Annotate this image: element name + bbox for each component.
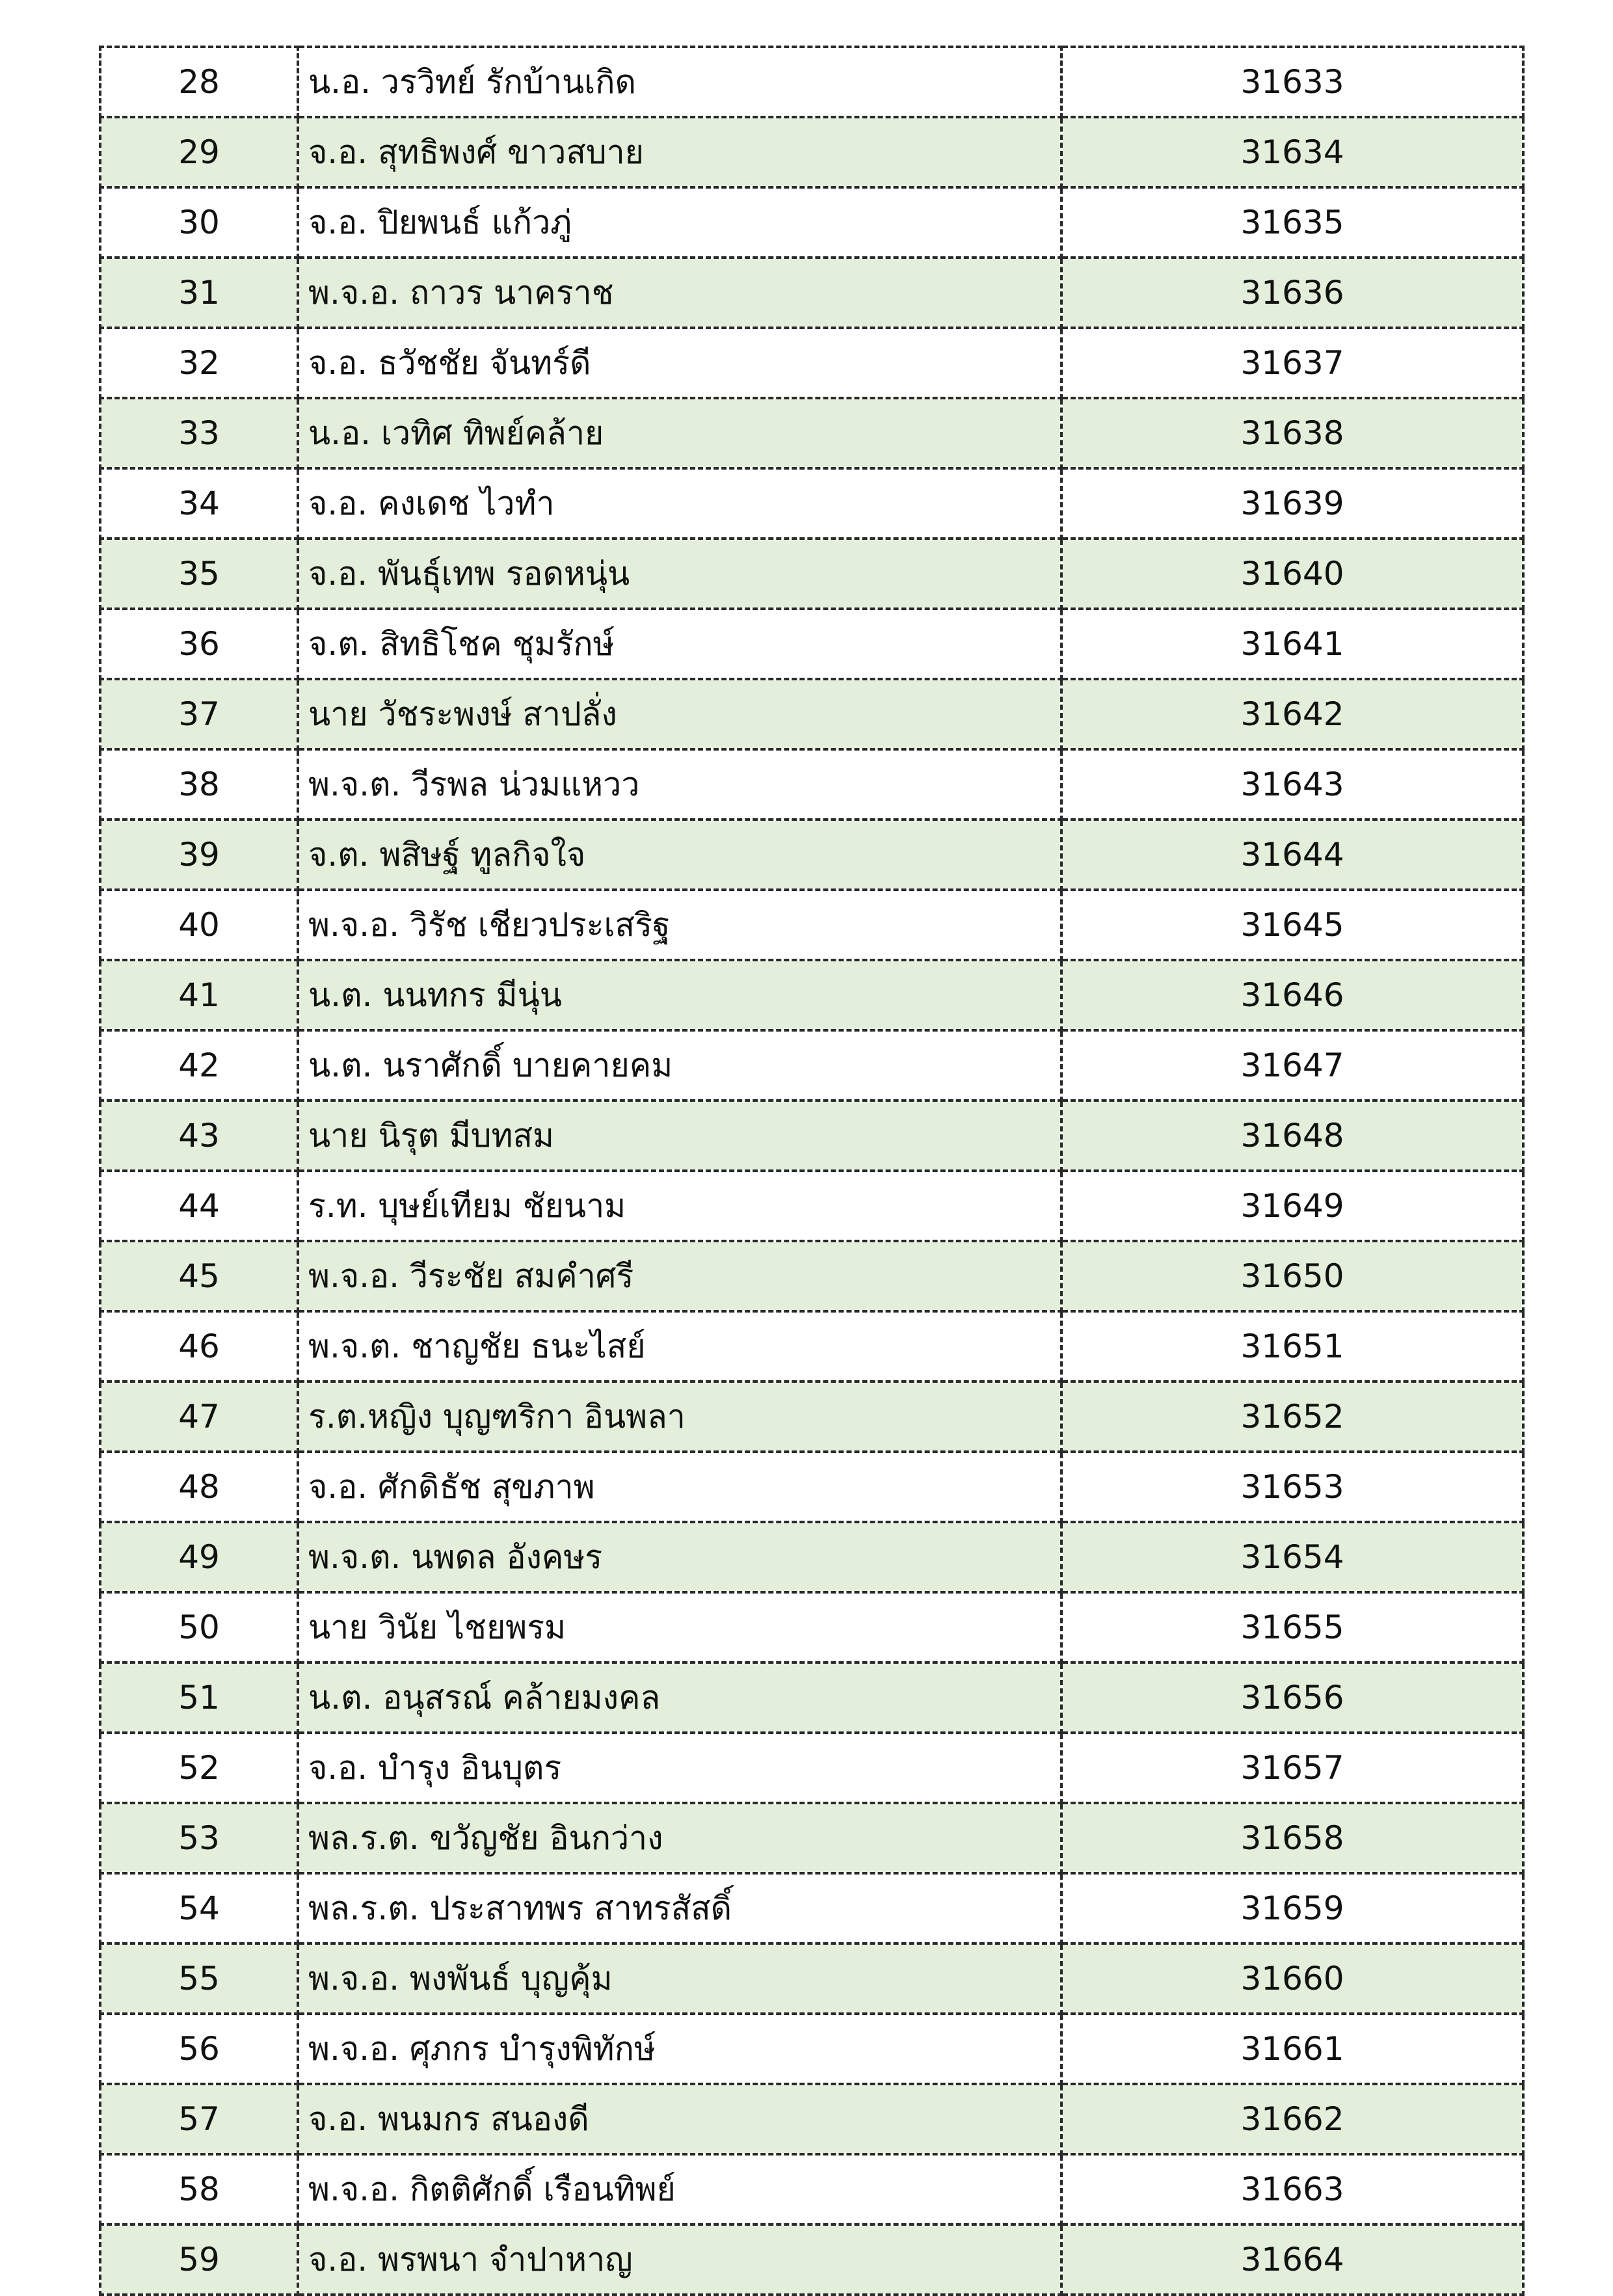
person-name-cell: นาย วัชระพงษ์ สาปลั่ง: [298, 679, 1061, 749]
id-code-cell: 31651: [1061, 1311, 1523, 1382]
table-row: [100, 1171, 1523, 1241]
id-code-cell: 31656: [1061, 1662, 1523, 1733]
id-code-cell: 31633: [1061, 47, 1523, 117]
person-name-cell: จ.อ. ศักดิธัช สุขภาพ: [298, 1452, 1061, 1522]
table-row: [100, 1662, 1523, 1733]
table-row: [100, 1452, 1523, 1522]
id-code-cell: 31641: [1061, 609, 1523, 679]
row-number-cell: 38: [100, 749, 298, 820]
table-row: [100, 679, 1523, 749]
person-name-cell: น.อ. เวทิศ ทิพย์คล้าย: [298, 398, 1061, 468]
row-number-cell: 59: [100, 2224, 298, 2295]
table-row: [100, 1382, 1523, 1452]
table-row: [100, 47, 1523, 117]
person-name-cell: พ.จ.อ. พงพันธ์ บุญคุ้ม: [298, 1943, 1061, 2014]
id-code-cell: 31644: [1061, 820, 1523, 890]
row-number-cell: 32: [100, 328, 298, 398]
table-row: [100, 468, 1523, 539]
row-number-cell: 40: [100, 890, 298, 960]
person-name-cell: พล.ร.ต. ประสาทพร สาทรสัสดิ์: [298, 1873, 1061, 1943]
table-row: [100, 1803, 1523, 1873]
row-number-cell: 48: [100, 1452, 298, 1522]
row-number-cell: 29: [100, 117, 298, 187]
row-number-cell: 56: [100, 2014, 298, 2084]
id-code-cell: 31662: [1061, 2084, 1523, 2154]
table-row: [100, 117, 1523, 187]
row-number-cell: 41: [100, 960, 298, 1030]
person-name-cell: พ.จ.ต. ชาญชัย ธนะไสย์: [298, 1311, 1061, 1382]
table-row: [100, 328, 1523, 398]
roster-table: [99, 46, 1525, 2296]
person-name-cell: น.อ. วรวิทย์ รักบ้านเกิด: [298, 47, 1061, 117]
person-name-cell: พล.ร.ต. ขวัญชัย อินกว่าง: [298, 1803, 1061, 1873]
row-number-cell: 30: [100, 187, 298, 258]
table-row: [100, 890, 1523, 960]
id-code-cell: 31640: [1061, 539, 1523, 609]
row-number-cell: 33: [100, 398, 298, 468]
id-code-cell: 31655: [1061, 1592, 1523, 1662]
id-code-cell: 31650: [1061, 1241, 1523, 1311]
row-number-cell: 37: [100, 679, 298, 749]
row-number-cell: 31: [100, 258, 298, 328]
row-number-cell: 55: [100, 1943, 298, 2014]
row-number-cell: 53: [100, 1803, 298, 1873]
person-name-cell: พ.จ.อ. วีระชัย สมคำศรี: [298, 1241, 1061, 1311]
id-code-cell: 31659: [1061, 1873, 1523, 1943]
id-code-cell: 31648: [1061, 1101, 1523, 1171]
table-row: [100, 1733, 1523, 1803]
row-number-cell: 57: [100, 2084, 298, 2154]
person-name-cell: นาย วินัย ไชยพรม: [298, 1592, 1061, 1662]
roster-table-body: [100, 47, 1523, 2295]
id-code-cell: 31660: [1061, 1943, 1523, 2014]
person-name-cell: จ.ต. สิทธิโชค ชุมรักษ์: [298, 609, 1061, 679]
row-number-cell: 51: [100, 1662, 298, 1733]
table-row: [100, 749, 1523, 820]
row-number-cell: 43: [100, 1101, 298, 1171]
person-name-cell: พ.จ.ต. วีรพล น่วมแหวว: [298, 749, 1061, 820]
row-number-cell: 34: [100, 468, 298, 539]
person-name-cell: พ.จ.อ. วิรัช เชียวประเสริฐ: [298, 890, 1061, 960]
id-code-cell: 31647: [1061, 1030, 1523, 1101]
person-name-cell: จ.อ. บำรุง อินบุตร: [298, 1733, 1061, 1803]
id-code-cell: 31658: [1061, 1803, 1523, 1873]
table-row: [100, 2084, 1523, 2154]
table-row: [100, 1101, 1523, 1171]
person-name-cell: จ.อ. คงเดช ไวทำ: [298, 468, 1061, 539]
row-number-cell: 39: [100, 820, 298, 890]
person-name-cell: น.ต. นราศักดิ์ บายคายคม: [298, 1030, 1061, 1101]
person-name-cell: จ.อ. สุทธิพงศ์ ขาวสบาย: [298, 117, 1061, 187]
id-code-cell: 31654: [1061, 1522, 1523, 1592]
person-name-cell: น.ต. อนุสรณ์ คล้ายมงคล: [298, 1662, 1061, 1733]
table-row: [100, 398, 1523, 468]
row-number-cell: 35: [100, 539, 298, 609]
id-code-cell: 31638: [1061, 398, 1523, 468]
table-row: [100, 1943, 1523, 2014]
id-code-cell: 31663: [1061, 2154, 1523, 2224]
id-code-cell: 31637: [1061, 328, 1523, 398]
id-code-cell: 31642: [1061, 679, 1523, 749]
person-name-cell: จ.อ. พรพนา จำปาหาญ: [298, 2224, 1061, 2295]
id-code-cell: 31645: [1061, 890, 1523, 960]
roster-sheet: [99, 46, 1522, 2296]
row-number-cell: 36: [100, 609, 298, 679]
id-code-cell: 31653: [1061, 1452, 1523, 1522]
table-row: [100, 820, 1523, 890]
table-row: [100, 1873, 1523, 1943]
person-name-cell: จ.อ. พนมกร สนองดี: [298, 2084, 1061, 2154]
row-number-cell: 46: [100, 1311, 298, 1382]
person-name-cell: พ.จ.อ. กิตติศักดิ์ เรือนทิพย์: [298, 2154, 1061, 2224]
person-name-cell: นาย นิรุต มีบทสม: [298, 1101, 1061, 1171]
table-row: [100, 1522, 1523, 1592]
row-number-cell: 45: [100, 1241, 298, 1311]
id-code-cell: 31639: [1061, 468, 1523, 539]
id-code-cell: 31657: [1061, 1733, 1523, 1803]
row-number-cell: 28: [100, 47, 298, 117]
id-code-cell: 31643: [1061, 749, 1523, 820]
id-code-cell: 31661: [1061, 2014, 1523, 2084]
table-row: [100, 2224, 1523, 2295]
person-name-cell: ร.ท. บุษย์เทียม ชัยนาม: [298, 1171, 1061, 1241]
table-row: [100, 609, 1523, 679]
table-row: [100, 1311, 1523, 1382]
person-name-cell: จ.อ. ปิยพนธ์ แก้วภู่: [298, 187, 1061, 258]
table-row: [100, 2014, 1523, 2084]
table-row: [100, 960, 1523, 1030]
person-name-cell: จ.อ. พันธุ์เทพ รอดหนุ่น: [298, 539, 1061, 609]
person-name-cell: พ.จ.อ. ถาวร นาคราช: [298, 258, 1061, 328]
row-number-cell: 58: [100, 2154, 298, 2224]
person-name-cell: จ.อ. ธวัชชัย จันทร์ดี: [298, 328, 1061, 398]
table-row: [100, 539, 1523, 609]
id-code-cell: 31635: [1061, 187, 1523, 258]
row-number-cell: 49: [100, 1522, 298, 1592]
table-row: [100, 187, 1523, 258]
person-name-cell: พ.จ.ต. นพดล อังคษร: [298, 1522, 1061, 1592]
table-row: [100, 1592, 1523, 1662]
table-row: [100, 1030, 1523, 1101]
id-code-cell: 31664: [1061, 2224, 1523, 2295]
row-number-cell: 50: [100, 1592, 298, 1662]
id-code-cell: 31652: [1061, 1382, 1523, 1452]
id-code-cell: 31646: [1061, 960, 1523, 1030]
row-number-cell: 47: [100, 1382, 298, 1452]
person-name-cell: ร.ต.หญิง บุญฑริกา อินพลา: [298, 1382, 1061, 1452]
person-name-cell: น.ต. นนทกร มีนุ่น: [298, 960, 1061, 1030]
person-name-cell: พ.จ.อ. ศุภกร บำรุงพิทักษ์: [298, 2014, 1061, 2084]
row-number-cell: 42: [100, 1030, 298, 1101]
table-row: [100, 2154, 1523, 2224]
id-code-cell: 31634: [1061, 117, 1523, 187]
row-number-cell: 44: [100, 1171, 298, 1241]
person-name-cell: จ.ต. พสิษฐ์ ทูลกิจใจ: [298, 820, 1061, 890]
row-number-cell: 52: [100, 1733, 298, 1803]
table-row: [100, 258, 1523, 328]
row-number-cell: 54: [100, 1873, 298, 1943]
id-code-cell: 31649: [1061, 1171, 1523, 1241]
table-row: [100, 1241, 1523, 1311]
id-code-cell: 31636: [1061, 258, 1523, 328]
